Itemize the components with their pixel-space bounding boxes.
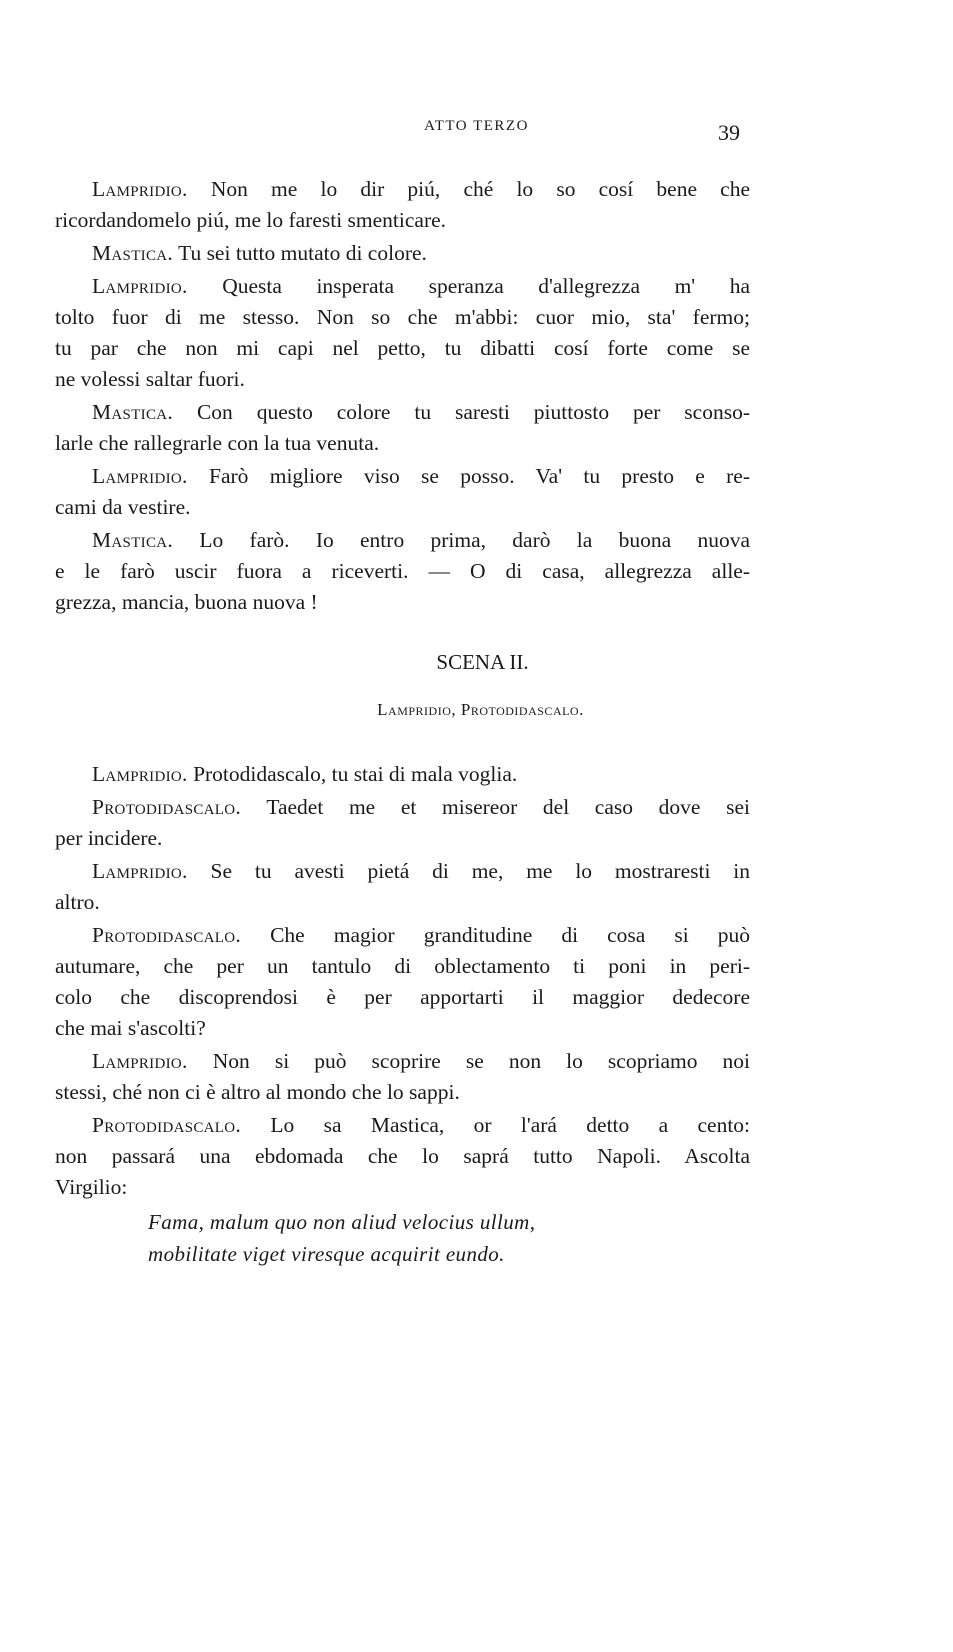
speech-paragraph [55, 759, 750, 790]
line-text: ricordandomelo piú, me lo faresti smenticare. [55, 208, 447, 232]
text-line [55, 271, 750, 302]
line-text: non passará una ebdomada che lo saprá tutto Napoli. Ascolta [55, 1144, 750, 1168]
line-text: Protodidascalo, tu stai di mala voglia. [193, 762, 518, 786]
line-text: Farò migliore viso se posso. Va' tu presto e re- [209, 464, 750, 488]
text-line [55, 1172, 750, 1203]
text-line [55, 205, 750, 236]
speech-paragraph [55, 525, 750, 618]
line-text: Lo sa Mastica, or l'ará detto a cento: [270, 1113, 751, 1137]
speaker-name: Protodidascalo. [92, 923, 242, 947]
line-text: stessi, ché non ci è altro al mondo che lo sappi. [55, 1080, 460, 1104]
speaker-name: Lampridio. [92, 464, 188, 488]
text-line [55, 397, 750, 428]
text-line [55, 587, 750, 618]
line-text: cami da vestire. [55, 495, 191, 519]
text-line [55, 1077, 750, 1108]
text-line [55, 1141, 750, 1172]
speaker-name: Protodidascalo. [92, 795, 242, 819]
line-text: Lo farò. Io entro prima, darò la buona nuova [199, 528, 750, 552]
line-text: autumare, che per un tantulo di oblectamento ti poni in peri- [55, 954, 750, 978]
line-text: e le farò uscir fuora a riceverti. — O di casa, allegrezza alle- [55, 559, 750, 583]
text-line [55, 792, 750, 823]
speech-paragraph [55, 920, 750, 1044]
line-text: Con questo colore tu saresti piuttosto per sconso- [196, 400, 750, 424]
verse-line: Fama, malum quo non aliud velocius ullum, [148, 1210, 536, 1234]
scene2-text [55, 757, 750, 1203]
speaker-name: Protodidascalo. [92, 1113, 242, 1137]
line-text: Che magior granditudine di cosa si può [270, 923, 750, 947]
text-line [55, 1046, 750, 1077]
text-line [55, 492, 750, 523]
line-text: Questa insperata speranza d'allegrezza m' ha [222, 274, 750, 298]
text-line [55, 174, 750, 205]
line-text: altro. [55, 890, 100, 914]
speech-paragraph [55, 271, 750, 395]
speaker-name: Lampridio. [92, 177, 188, 201]
speech-paragraph [55, 461, 750, 523]
text-line [55, 823, 750, 854]
line-text: Virgilio: [55, 1175, 128, 1199]
scene-characters: Lampridio, Protodidascalo. [377, 700, 584, 719]
line-text: tolto fuor di me stesso. Non so che m'abbi: cuor mio, sta' fermo; [55, 305, 750, 329]
speech-paragraph [55, 1110, 750, 1203]
speaker-name: Lampridio. [92, 762, 188, 786]
text-line [55, 1110, 750, 1141]
text-line [55, 856, 750, 887]
text-line [55, 428, 750, 459]
line-text: che mai s'ascolti? [55, 1016, 206, 1040]
line-text: per incidere. [55, 826, 163, 850]
speech-paragraph [55, 1046, 750, 1108]
text-line [55, 951, 750, 982]
line-text: larle che rallegrarle con la tua venuta. [55, 431, 380, 455]
speaker-name: Mastica. [92, 528, 174, 552]
scene-title: SCENA II. [436, 650, 529, 674]
speaker-name: Lampridio. [92, 274, 188, 298]
speaker-name: Lampridio. [92, 1049, 188, 1073]
speaker-name: Mastica. [92, 400, 174, 424]
speaker-name: Mastica. [92, 241, 174, 265]
line-text: ne volessi saltar fuori. [55, 367, 245, 391]
line-text: colo che discoprendosi è per apportarti il maggior dedecore [55, 985, 750, 1009]
text-line [55, 302, 750, 333]
speech-paragraph [55, 792, 750, 854]
text-line [55, 556, 750, 587]
speech-paragraph [55, 238, 750, 269]
text-line [55, 364, 750, 395]
scene1-text [55, 172, 750, 618]
text-line [55, 759, 750, 790]
verse-quotation [148, 1206, 535, 1270]
line-text: Taedet me et misereor del caso dove sei [266, 795, 750, 819]
text-line [55, 982, 750, 1013]
text-line [55, 887, 750, 918]
line-text: tu par che non mi capi nel petto, tu dibatti cosí forte come se [55, 336, 750, 360]
speech-paragraph [55, 856, 750, 918]
text-line [55, 525, 750, 556]
verse-line: mobilitate viget viresque acquirit eundo. [148, 1242, 505, 1266]
running-header: ATTO TERZO [424, 118, 529, 134]
text-line [55, 920, 750, 951]
speech-paragraph [55, 397, 750, 459]
page-number: 39 [718, 120, 740, 145]
speaker-name: Lampridio. [92, 859, 188, 883]
speech-paragraph [55, 174, 750, 236]
line-text: Non si può scoprire se non lo scopriamo noi [212, 1049, 750, 1073]
line-text: grezza, mancia, buona nuova ! [55, 590, 318, 614]
line-text: Tu sei tutto mutato di colore. [178, 241, 427, 265]
text-line [55, 1013, 750, 1044]
text-line [55, 461, 750, 492]
line-text: Non me lo dir piú, ché lo so cosí bene che [210, 177, 750, 201]
line-text: Se tu avesti pietá di me, me lo mostraresti in [210, 859, 751, 883]
text-line [55, 238, 750, 269]
text-line [55, 333, 750, 364]
